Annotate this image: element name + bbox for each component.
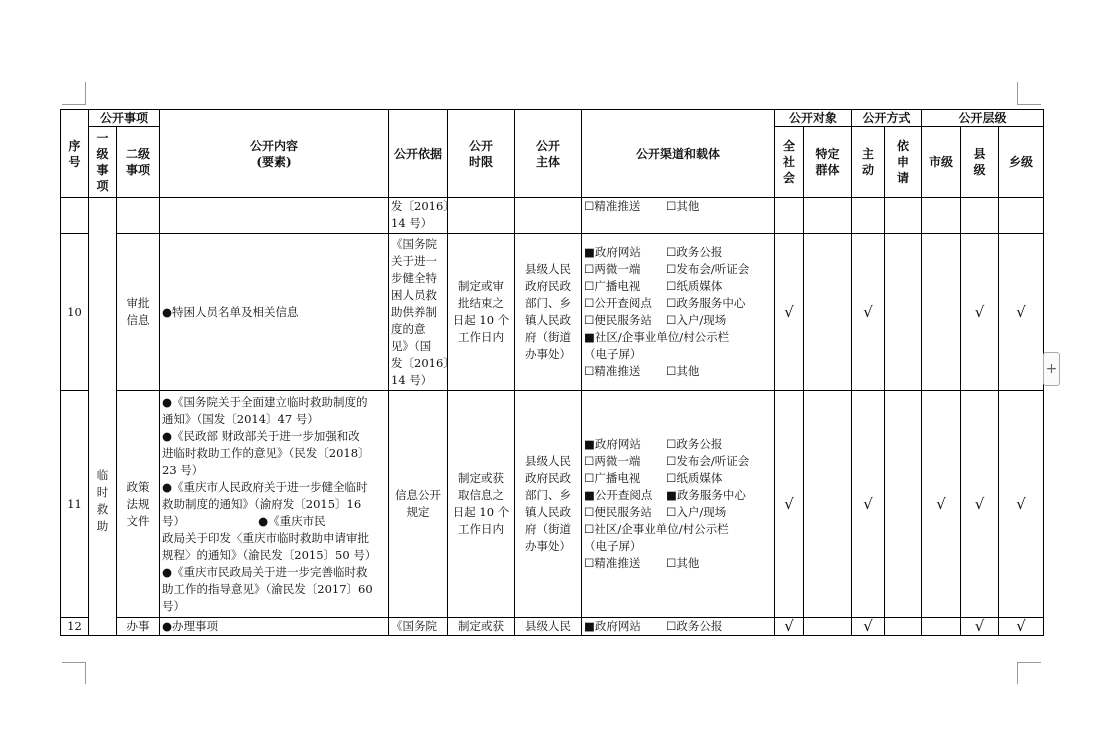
header-erji: 二级 事项 [117,127,160,198]
channel-line: ☐广播电视 ☐纸质媒体 [584,471,723,485]
neirong-cell: ●办理事项 [160,618,389,636]
erji-cell: 审批 信息 [117,234,160,391]
xiangji-check: √ [999,618,1044,636]
carry-channels: ☐精准推送 ☐其他 [582,198,775,234]
header-quanshehui: 全 社 会 [775,127,804,198]
header-qudao: 公开渠道和载体 [582,110,775,198]
quanshehui-check: √ [775,391,804,618]
neirong-cell: ●《国务院关于全面建立临时救助制度的 通知》（国发〔2014〕47 号） ●《民政部 财政部关于进一步加强和改 进临时救助工作的意见》（民发〔2018〕 23 号） ●《重庆市人民政府关于进一步健全临时 救助制度的通知》（渝府发〔2015〕16 号） ●《重庆市民 政局关于印发〈重庆市临时救助申请审批 规程〉的通知》（渝民发〔2015〕50 号） ●《重庆市民政局关于进一步完善临时救 助工作的指导意见》（渝民发〔2017〕60 号） [160,391,389,618]
header-yishenqing: 依 申 请 [885,127,922,198]
channel-line: ■政府网站 ☐政务公报 [584,437,723,451]
zhuti-cell: 县级人民 政府民政 部门、乡 镇人民政 府（街道 办事处） [515,234,582,391]
zhudong-check: √ [852,618,885,636]
yiji-cell: 临 时 救 助 [89,198,117,636]
yishenqing-check [885,234,922,391]
channels-cell [582,391,775,618]
header-zhudong: 主 动 [852,127,885,198]
header-shixian: 公开 时限 [448,110,515,198]
yiju-cell: 信息公开 规定 [389,391,448,618]
row-number: 11 [61,391,89,618]
shiji-check: √ [922,391,961,618]
xiangji-check: √ [999,234,1044,391]
quanshehui-check: √ [775,618,804,636]
table-row-12 [61,618,1044,636]
header-teding: 特定 群体 [804,127,852,198]
channel-line: （电子屏） [584,539,642,553]
shixian-cell: 制定或获 [448,618,515,636]
header-yiji: 一 级 事 项 [89,127,117,198]
shixian-cell: 制定或审 批结束之 日起 10 个 工作日内 [448,234,515,391]
header-duixiang: 公开对象 [775,110,852,127]
channel-line: ☐精准推送 ☐其他 [584,364,700,378]
zhuti-cell: 县级人民 政府民政 部门、乡 镇人民政 府（街道 办事处） [515,391,582,618]
header-xuhao: 序 号 [61,110,89,198]
row-number: 10 [61,234,89,391]
table-row-carry [61,198,1044,234]
yiju-cell: 《国务院 关于进一 步健全特 困人员救 助供养制 度的意 见》（国 发〔2016〕 14 号） [389,234,448,391]
header-cengji: 公开层级 [922,110,1044,127]
channel-line: ■社区/企事业单位/村公示栏 [584,330,730,344]
carry-yiju: 发〔2016〕 14 号） [389,198,448,234]
table-row-10 [61,234,1044,391]
erji-cell: 政策 法规 文件 [117,391,160,618]
xianji-check: √ [961,234,999,391]
channel-line: ☐公开查阅点 ☐政务服务中心 [584,296,746,310]
channel-line: （电子屏） [584,347,642,361]
zhudong-check: √ [852,391,885,618]
header-xiangji: 乡级 [999,127,1044,198]
header-row-1 [61,110,1044,127]
quanshehui-check: √ [775,234,804,391]
xianji-check: √ [961,391,999,618]
header-xianji: 县 级 [961,127,999,198]
channel-line: ☐社区/企事业单位/村公示栏 [584,522,729,536]
yiju-cell: 《国务院 [389,618,448,636]
header-zhuti: 公开 主体 [515,110,582,198]
channel-line: ☐广播电视 ☐纸质媒体 [584,279,723,293]
teding-check [804,234,852,391]
xianji-check: √ [961,618,999,636]
shiji-check [922,234,961,391]
channel-line: ☐精准推送 ☐其他 [584,556,700,570]
row-number: 12 [61,618,89,636]
zhudong-check: √ [852,234,885,391]
disclosure-table [60,109,1044,636]
header-shiji: 市级 [922,127,961,198]
header-neirong: 公开内容 (要素) [160,110,389,198]
plus-icon: + [1045,361,1058,377]
erji-cell: 办事 [117,618,160,636]
channel-line: ■政府网站 ☐政务公报 [584,245,723,259]
xiangji-check: √ [999,391,1044,618]
header-gongkai-shixiang: 公开事项 [89,110,160,127]
neirong-cell: ●特困人员名单及相关信息 [160,234,389,391]
channel-line: ☐两微一端 ☐发布会/听证会 [584,262,750,276]
teding-check [804,391,852,618]
channel-line: ☐便民服务站 ☐入户/现场 [584,505,727,519]
shixian-cell: 制定或获 取信息之 日起 10 个 工作日内 [448,391,515,618]
channel-line: ☐便民服务站 ☐入户/现场 [584,313,727,327]
zhuti-cell: 县级人民 [515,618,582,636]
table-row-11 [61,391,1044,618]
channel-line: ☐两微一端 ☐发布会/听证会 [584,454,750,468]
header-yiju: 公开依据 [389,110,448,198]
channel-line: ■公开查阅点 ■政务服务中心 [584,488,746,502]
yishenqing-check [885,391,922,618]
channels-cell: ■政府网站 ☐政务公报 [582,618,775,636]
expand-plus-button[interactable] [1043,352,1060,386]
channels-cell [582,234,775,391]
header-fangshi: 公开方式 [852,110,922,127]
